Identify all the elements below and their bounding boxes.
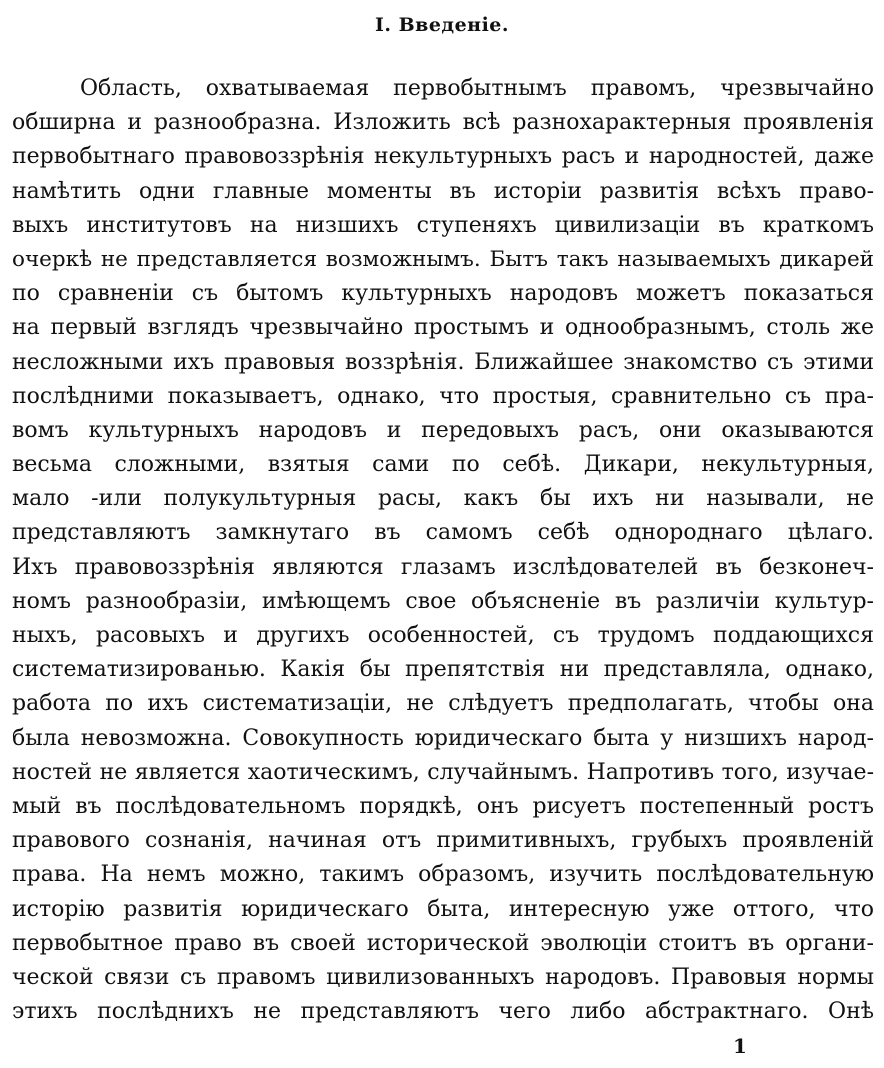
page-number: 1 <box>733 1034 747 1058</box>
text-line: по сравненіи съ бытомъ культурныхъ народовъ можетъ показаться <box>12 281 874 307</box>
text-line: очеркѣ не представляется возможнымъ. Бытъ такъ называемыхъ дикарей <box>12 246 874 272</box>
text-line: работа по ихъ систематизаціи, не слѣдуетъ предполагать, чтобы она <box>12 691 874 717</box>
text-line: правового сознанія, начиная отъ примитивныхъ, грубыхъ проявленій <box>12 828 874 854</box>
text-line: выхъ институтовъ на низшихъ ступеняхъ цивилизаціи въ краткомъ <box>12 212 874 238</box>
text-line: первобытное право въ своей исторической эволюціи стоитъ въ органи- <box>12 930 874 956</box>
text-line: представляютъ замкнутаго въ самомъ себѣ однороднаго цѣлаго. <box>12 520 874 546</box>
text-line: мый въ послѣдовательномъ порядкѣ, онъ рисуетъ постепенный ростъ <box>12 793 874 819</box>
text-line: была невозможна. Совокупность юридическаго быта у низшихъ народ- <box>12 725 874 751</box>
text-line: номъ разнообразіи, имѣющемъ свое объясненіе въ различіи культур- <box>12 588 874 614</box>
text-line: мало -или полукультурныя расы, какъ бы ихъ ни называли, не <box>12 486 874 512</box>
body-paragraph <box>12 72 874 1029</box>
text-line: на первый взглядъ чрезвычайно простымъ и однообразнымъ, столь же <box>12 315 874 341</box>
text-line: обширна и разнообразна. Изложить всѣ разнохарактерныя проявленія <box>12 110 874 136</box>
text-line: послѣдними показываетъ, однако, что простыя, сравнительно съ пра- <box>12 383 874 409</box>
text-line: ностей не является хаотическимъ, случайнымъ. Напротивъ того, изучае- <box>12 759 874 785</box>
text-line: систематизированью. Какія бы препятствія ни представляла, однако, <box>12 657 874 683</box>
text-line: первобытнаго правовоззрѣнія некультурныхъ расъ и народностей, даже <box>12 144 874 170</box>
text-line: намѣтить одни главные моменты въ исторіи развитія всѣхъ право- <box>12 178 874 204</box>
text-line: исторію развитія юридическаго быта, интересную уже оттого, что <box>12 896 874 922</box>
text-line: весьма сложными, взятыя сами по себѣ. Дикари, некультурныя, <box>12 452 874 478</box>
text-line: этихъ послѣднихъ не представляютъ чего либо абстрактнаго. Онѣ <box>12 999 874 1025</box>
section-heading: I. Введеніе. <box>374 14 510 36</box>
text-line: Область, охватываемая первобытнымъ правомъ, чрезвычайно <box>80 76 874 101</box>
text-line: Ихъ правовоззрѣнія являются глазамъ изслѣдователей въ безконеч- <box>12 554 874 580</box>
text-line: ныхъ, расовыхъ и другихъ особенностей, съ трудомъ поддающихся <box>12 623 874 648</box>
text-line: права. На немъ можно, такимъ образомъ, изучить послѣдовательную <box>12 862 874 888</box>
text-line: несложными ихъ правовыя воззрѣнія. Ближайшее знакомство съ этими <box>12 349 874 375</box>
text-line: ческой связи съ правомъ цивилизованныхъ народовъ. Правовыя нормы <box>12 964 874 990</box>
text-line: вомъ культурныхъ народовъ и передовыхъ расъ, они оказываются <box>12 417 874 443</box>
